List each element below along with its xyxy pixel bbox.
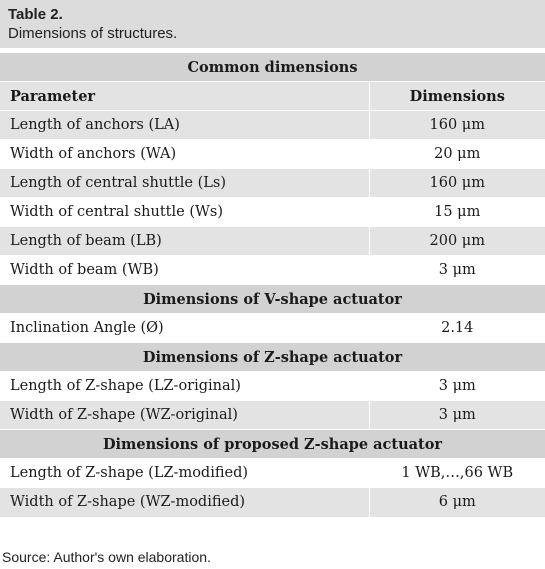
column-header-row (0, 82, 545, 111)
section-header-proposed (0, 430, 545, 459)
table-row (0, 401, 545, 430)
value-cell: 200 μm (369, 227, 545, 256)
section-title: Dimensions of V-shape actuator (0, 285, 545, 314)
column-header-dimensions: Dimensions (369, 82, 545, 111)
value-cell: 15 μm (369, 198, 545, 227)
value-cell: 20 μm (369, 140, 545, 169)
table-title: Dimensions of structures. (8, 25, 178, 42)
section-title: Dimensions of Z-shape actuator (0, 343, 545, 372)
param-cell: Length of beam (LB) (0, 227, 369, 256)
table-row (0, 372, 545, 401)
table-label: Table 2. (8, 6, 63, 23)
param-cell: Width of central shuttle (Ws) (0, 198, 369, 227)
value-cell: 160 μm (369, 111, 545, 140)
value-cell: 2.14 (369, 314, 545, 343)
param-cell: Length of Z-shape (LZ-modified) (0, 459, 369, 488)
param-cell: Length of anchors (LA) (0, 111, 369, 140)
table-row (0, 140, 545, 169)
dimensions-table (0, 52, 545, 517)
value-cell: 3 μm (369, 256, 545, 285)
value-cell: 3 μm (369, 372, 545, 401)
table-row (0, 198, 545, 227)
column-header-parameter: Parameter (0, 82, 369, 111)
param-cell: Length of central shuttle (Ls) (0, 169, 369, 198)
source-note: Source: Author's own elaboration. (2, 549, 211, 565)
param-cell: Width of Z-shape (WZ-original) (0, 401, 369, 430)
param-cell: Inclination Angle (Ø) (0, 314, 369, 343)
section-header-z-shape (0, 343, 545, 372)
param-cell: Width of Z-shape (WZ-modified) (0, 488, 369, 517)
param-cell: Length of Z-shape (LZ-original) (0, 372, 369, 401)
param-cell: Width of beam (WB) (0, 256, 369, 285)
value-cell: 3 μm (369, 401, 545, 430)
table-row (0, 169, 545, 198)
value-cell: 1 WB,…,66 WB (369, 459, 545, 488)
table-row (0, 314, 545, 343)
section-header-common (0, 53, 545, 82)
value-cell: 6 μm (369, 488, 545, 517)
table-row (0, 227, 545, 256)
section-header-v-shape (0, 285, 545, 314)
table-row (0, 256, 545, 285)
section-title: Common dimensions (0, 53, 545, 82)
table-row (0, 111, 545, 140)
table-row (0, 459, 545, 488)
param-cell: Width of anchors (WA) (0, 140, 369, 169)
value-cell: 160 μm (369, 169, 545, 198)
section-title: Dimensions of proposed Z-shape actuator (0, 430, 545, 459)
table-row (0, 488, 545, 517)
